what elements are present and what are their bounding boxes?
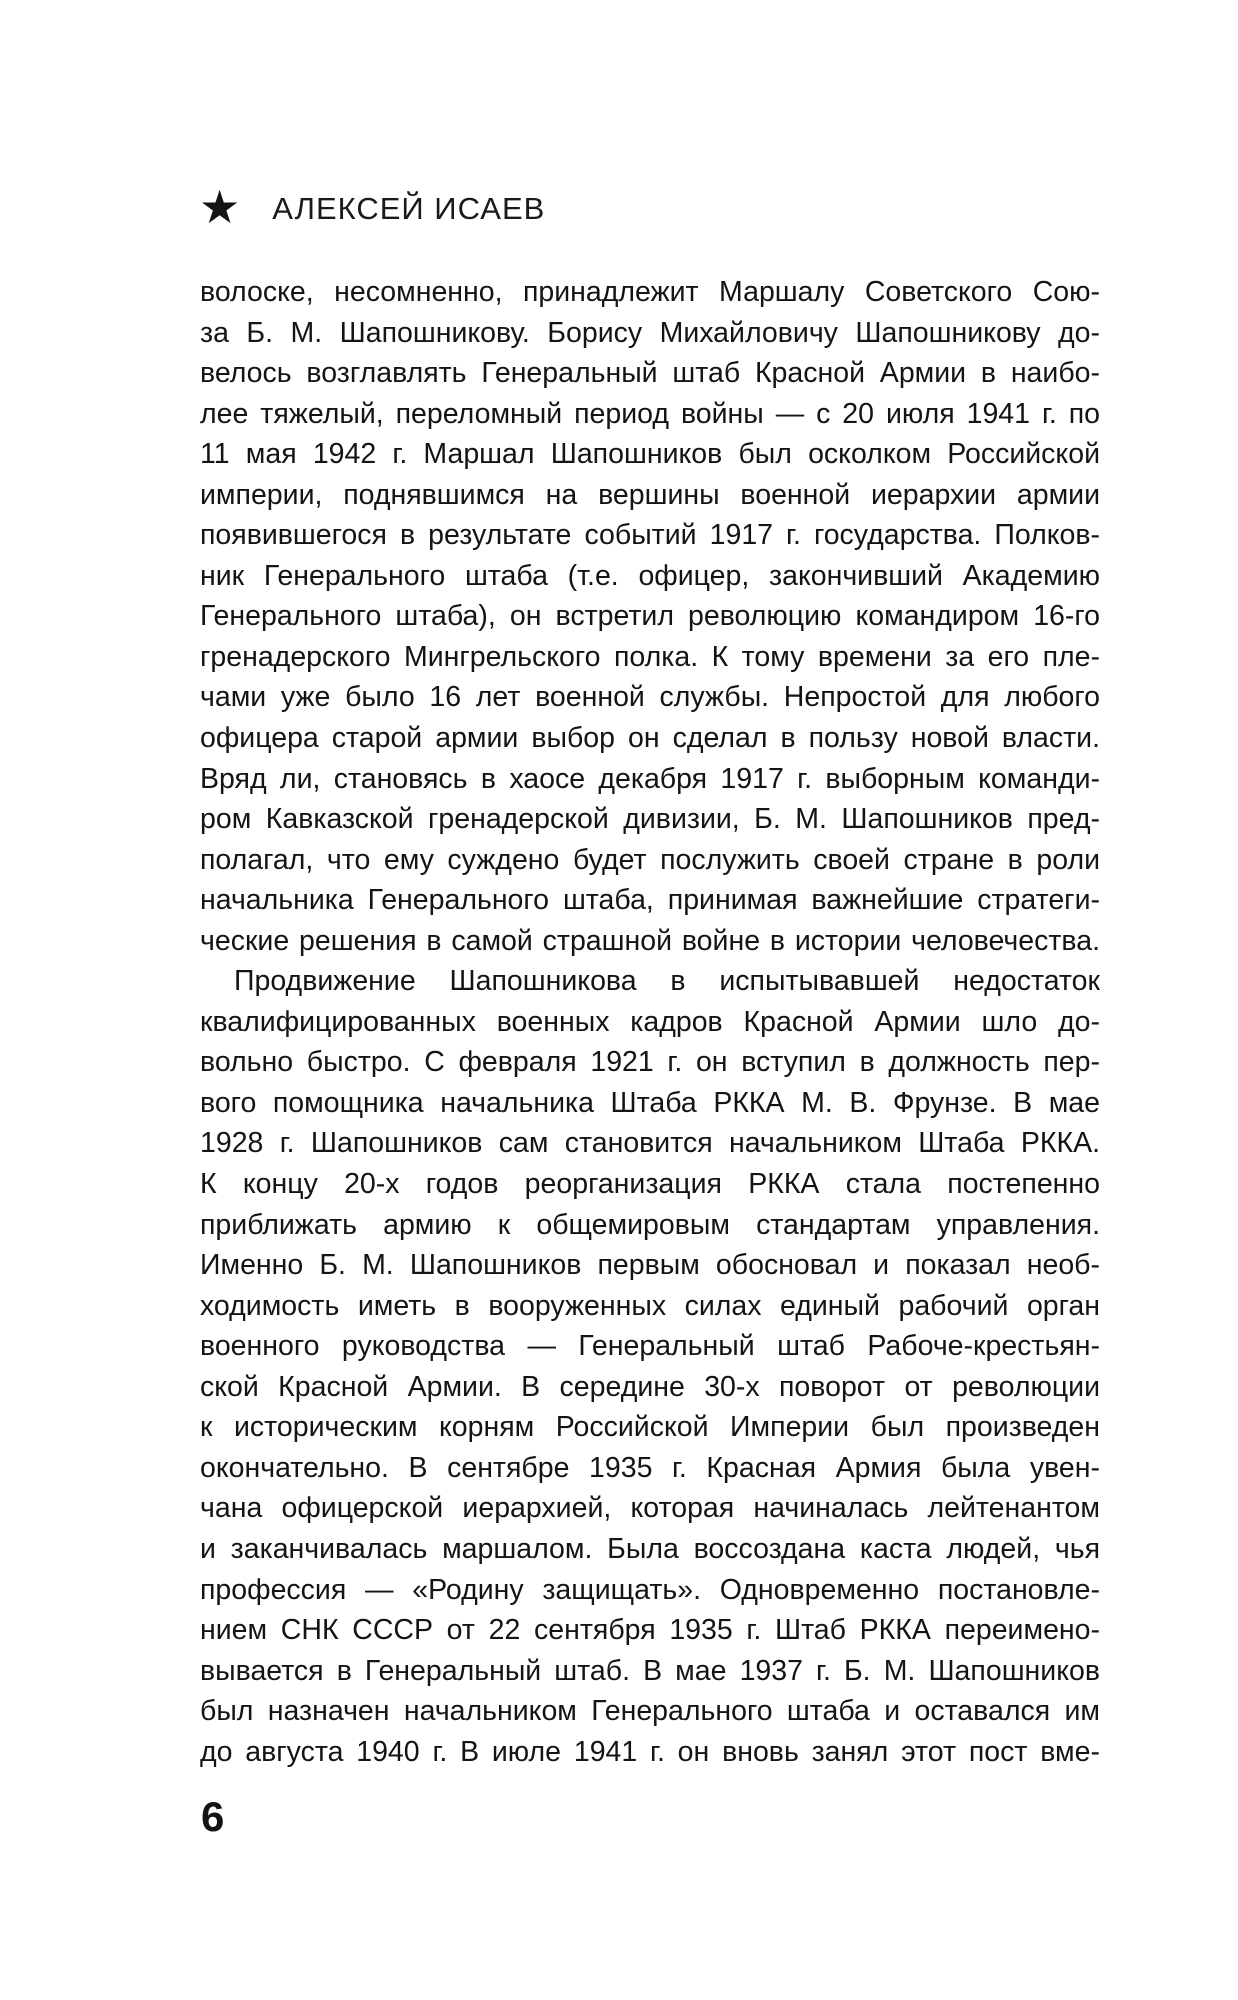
text-line: за Б. М. Шапошникову. Борису Михайловичу Шапошникову до- <box>200 316 1100 349</box>
text-line: ром Кавказской гренадерской дивизии, Б. М. Шапошников пред- <box>200 803 1100 836</box>
text-line: до августа 1940 г. В июле 1941 г. он вновь занял этот пост вме- <box>200 1735 1100 1768</box>
text-line: К концу 20-х годов реорганизация РККА стала постепенно <box>200 1168 1100 1201</box>
text-line: чана офицерской иерархией, которая начиналась лейтенантом <box>200 1492 1100 1525</box>
text-line: появившегося в результате событий 1917 г. государства. Полков- <box>200 519 1100 552</box>
text-line: вольно быстро. С февраля 1921 г. он вступил в должность пер- <box>200 1046 1100 1079</box>
text-line: Продвижение Шапошникова в испытывавшей недостаток <box>234 965 1100 998</box>
text-line: офицера старой армии выбор он сделал в пользу новой власти. <box>200 722 1100 755</box>
text-line: Генерального штаба), он встретил революцию командиром 16-го <box>200 600 1100 633</box>
text-line: Вряд ли, становясь в хаосе декабря 1917 г. выборным команди- <box>200 762 1100 795</box>
text-line: империи, поднявшимся на вершины военной иерархии армии <box>200 478 1100 511</box>
text-line: 11 мая 1942 г. Маршал Шапошников был осколком Российской <box>200 438 1100 471</box>
text-line: ходимость иметь в вооруженных силах единый рабочий орган <box>200 1289 1100 1322</box>
text-line: нием СНК СССР от 22 сентября 1935 г. Штаб РККА переимено- <box>200 1614 1100 1647</box>
text-line: полагал, что ему суждено будет послужить своей стране в роли <box>200 843 1100 876</box>
star-icon: ★ <box>199 181 241 233</box>
text-line: велось возглавлять Генеральный штаб Красной Армии в наибо- <box>200 357 1100 390</box>
text-line: Именно Б. М. Шапошников первым обосновал и показал необ- <box>200 1249 1100 1282</box>
text-line: профессия — «Родину защищать». Одновременно постановле- <box>200 1573 1100 1606</box>
text-line: окончательно. В сентябре 1935 г. Красная Армия была увен- <box>200 1451 1100 1484</box>
text-line: чами уже было 16 лет военной службы. Непростой для любого <box>200 681 1100 714</box>
text-line: 1928 г. Шапошников сам становится начальником Штаба РККА. <box>200 1127 1100 1160</box>
text-line: вого помощника начальника Штаба РККА М. В. Фрунзе. В мае <box>200 1086 1100 1119</box>
text-line: ской Красной Армии. В середине 30-х поворот от революции <box>200 1370 1100 1403</box>
author-name: АЛЕКСЕЙ ИСАЕВ <box>272 191 546 226</box>
text-line: начальника Генерального штаба, принимая важнейшие стратеги- <box>200 884 1100 917</box>
text-line: квалифицированных военных кадров Красной Армии шло до- <box>200 1005 1100 1038</box>
page-number: 6 <box>201 1793 225 1840</box>
text-line: военного руководства — Генеральный штаб Рабоче-крестьян- <box>200 1330 1100 1363</box>
body-text <box>200 272 1100 1772</box>
text-line: вывается в Генеральный штаб. В мае 1937 г. Б. М. Шапошников <box>200 1654 1100 1687</box>
text-line: волоске, несомненно, принадлежит Маршалу Советского Сою- <box>200 276 1100 308</box>
text-line: ник Генерального штаба (т.е. офицер, закончивший Академию <box>200 559 1100 592</box>
text-line: к историческим корням Российской Империи был произведен <box>200 1411 1100 1444</box>
text-line: приближать армию к общемировым стандартам управления. <box>200 1208 1100 1241</box>
text-line: гренадерского Мингрельского полка. К тому времени за его пле- <box>200 640 1100 673</box>
text-line: ческие решения в самой страшной войне в истории человечества. <box>200 924 1100 957</box>
text-line: и заканчивалась маршалом. Была воссоздана каста людей, чья <box>200 1532 1100 1565</box>
text-line: лее тяжелый, переломный период войны — с 20 июля 1941 г. по <box>200 397 1100 430</box>
page-header <box>199 181 546 234</box>
text-line: был назначен начальником Генерального штаба и оставался им <box>200 1695 1100 1728</box>
